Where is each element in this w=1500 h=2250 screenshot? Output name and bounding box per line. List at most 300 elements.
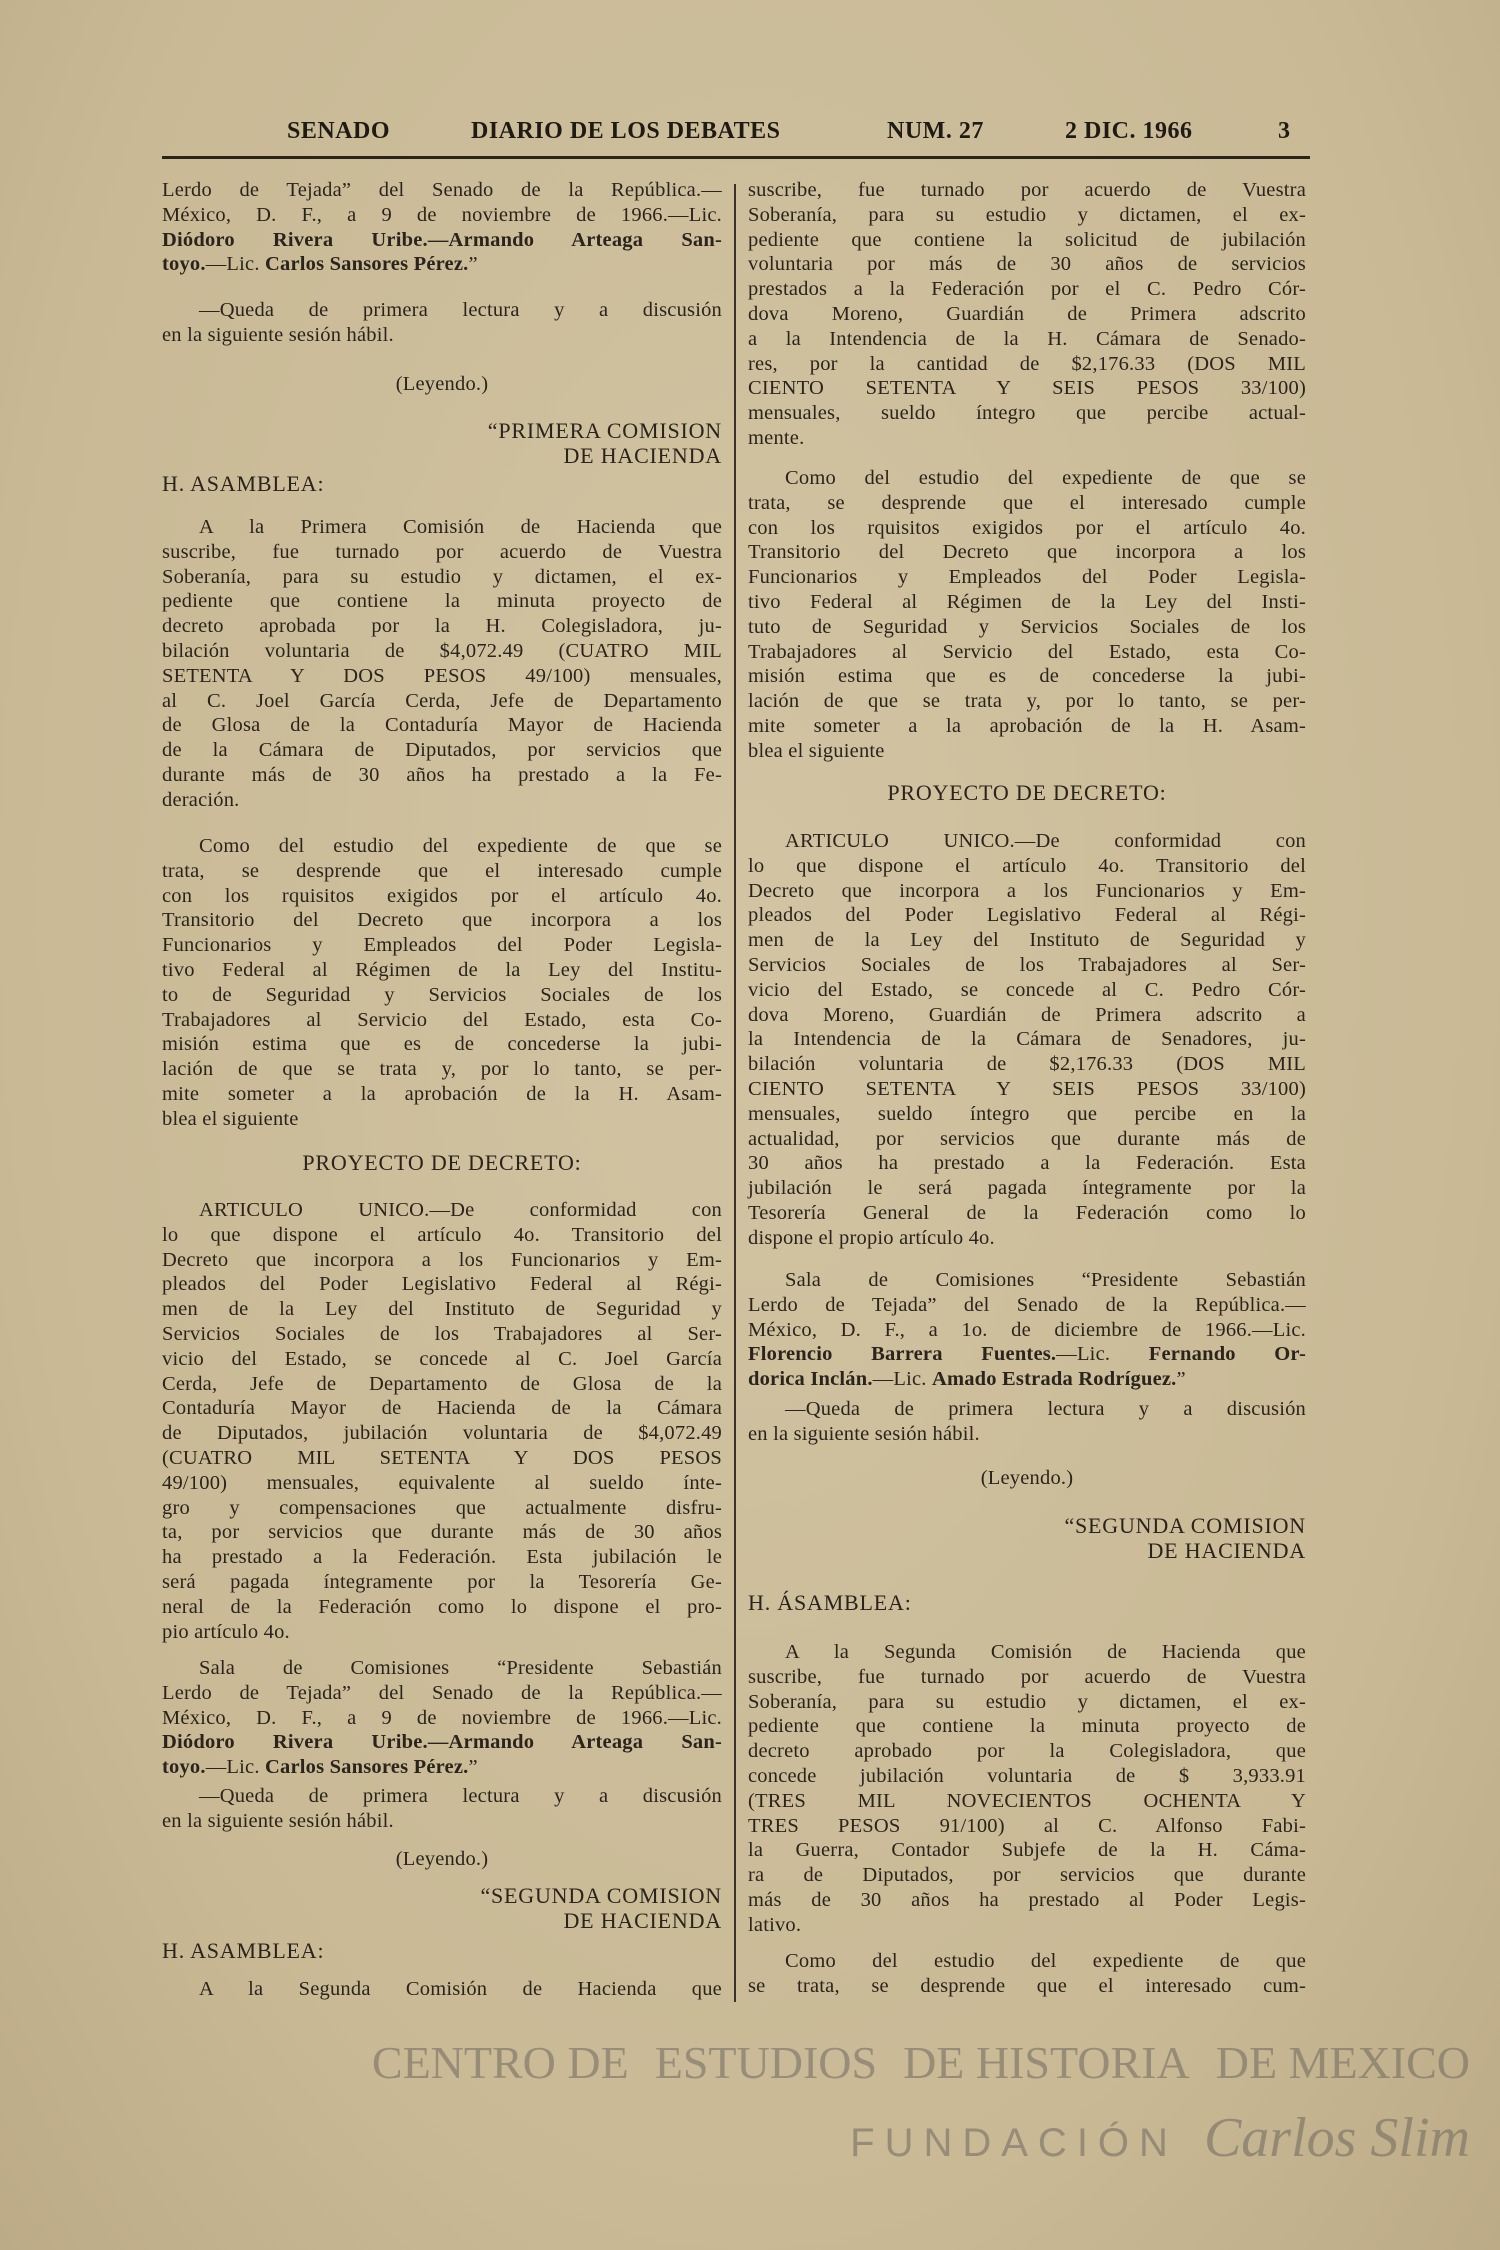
text-segment: México, D. F., a 1o. de diciembre de 1966.—Lic.: [748, 1318, 1306, 1341]
text-line: [748, 1151, 1306, 1176]
bold-name: Florencio Barrera Fuentes.: [748, 1343, 1057, 1366]
text-line: [162, 444, 722, 469]
watermark-line: ESTUDIOS: [654, 2037, 878, 2088]
text-segment: A la Segunda Comisión de Hacienda que: [199, 1978, 722, 2000]
bold-name: Diódoro Rivera Uribe.—Armando Arteaga San-: [162, 1731, 722, 1754]
text-segment: con los rquisitos exigidos por el artículo 4o.: [748, 516, 1306, 539]
text-line: [162, 1939, 722, 1964]
header-number: NUM. 27: [887, 118, 984, 144]
text-segment: dova Moreno, Guardián de Primera adscrito: [748, 302, 1306, 325]
text-segment: actualidad, por servicios que durante más de: [748, 1127, 1306, 1150]
text-line: [162, 1372, 722, 1397]
text-line: [162, 540, 722, 565]
reading-note: [162, 372, 722, 397]
bold-name: Amado Estrada Rodríguez.: [931, 1368, 1177, 1391]
text-segment: la Intendencia de la Cámara de Senadores, ju-: [748, 1028, 1306, 1051]
text-segment: Tesorería General de la Federación como lo: [748, 1201, 1306, 1224]
text-segment: vicio del Estado, se concede al C. Joel García: [162, 1347, 722, 1370]
text-line: [748, 879, 1306, 904]
text-segment: lo que dispone el artículo 4o. Transitorio del: [748, 854, 1306, 877]
text-segment: lativo.: [748, 1913, 802, 1936]
text-segment: Servicios Sociales de los Trabajadores al Ser-: [748, 953, 1306, 976]
text-segment: SETENTA Y DOS PESOS 49/100) mensuales,: [162, 664, 722, 687]
text-line: [748, 1201, 1306, 1226]
text-line: [748, 1052, 1306, 1077]
text-segment: res, por la cantidad de $2,176.33 (DOS MIL: [748, 352, 1306, 375]
text-line: [162, 1520, 722, 1545]
paragraph: [748, 1640, 1306, 1938]
text-segment: misión estima que es de concederse la jubi-: [748, 665, 1306, 688]
text-segment: lación de que se trata y, por lo tanto, se per-: [748, 690, 1306, 713]
text-line: [748, 1422, 1306, 1447]
text-line: [748, 1514, 1306, 1539]
text-segment: voluntaria por más de 30 años de servicios: [748, 253, 1306, 276]
text-line: [162, 639, 722, 664]
text-segment: bilación voluntaria de $2,176.33 (DOS MIL: [748, 1053, 1306, 1076]
text-line: [748, 739, 1306, 764]
text-line: [748, 1268, 1306, 1293]
text-segment: Transitorio del Decreto que incorpora a los: [748, 541, 1306, 564]
text-line: [748, 1949, 1306, 1974]
text-line: [162, 589, 722, 614]
paragraph: [748, 178, 1306, 451]
text-segment: PROYECTO DE DECRETO:: [887, 780, 1167, 805]
text-line: [748, 854, 1306, 879]
text-line: [162, 419, 722, 444]
text-line: [748, 1714, 1306, 1739]
text-line: [162, 1198, 722, 1223]
text-segment: (Leyendo.): [395, 373, 489, 395]
text-line: [748, 978, 1306, 1003]
text-line: [162, 884, 722, 909]
text-line: [162, 1681, 722, 1706]
text-line: [748, 1974, 1306, 1999]
paragraph: [748, 466, 1306, 764]
reading-note: [162, 1847, 722, 1872]
text-segment: A la Segunda Comisión de Hacienda que: [785, 1641, 1306, 1663]
text-line: [748, 1293, 1306, 1318]
text-segment: tivo Federal al Régimen de la Ley del Institu-: [162, 958, 722, 981]
text-segment: bilación voluntaria de $4,072.49 (CUATRO MIL: [162, 639, 722, 662]
text-segment: CIENTO SETENTA Y SEIS PESOS 33/100): [748, 377, 1306, 400]
text-segment: de la Cámara de Diputados, por servicios que: [162, 739, 722, 762]
bold-name: toyo.: [162, 1756, 206, 1779]
text-line: [162, 252, 722, 277]
text-line: [748, 203, 1306, 228]
text-line: [748, 426, 1306, 451]
text-segment: Lerdo de Tejada” del Senado de la República.—: [162, 1681, 722, 1704]
text-segment: mensuales, sueldo íntegro que percibe actual-: [748, 402, 1306, 425]
text-segment: a la Intendencia de la H. Cámara de Senado-: [748, 327, 1306, 350]
text-segment: al C. Joel García Cerda, Jefe de Departamento: [162, 689, 722, 712]
text-segment: H. ÁSAMBLEA:: [748, 1590, 912, 1615]
text-line: [748, 1318, 1306, 1343]
text-segment: México, D. F., a 9 de noviembre de 1966.—Lic.: [162, 203, 722, 226]
text-segment: la Guerra, Contador Subjefe de la H. Cáma-: [748, 1839, 1306, 1862]
text-segment: (CUATRO MIL SETENTA Y DOS PESOS: [162, 1446, 722, 1469]
text-segment: pediente que contiene la minuta proyecto de: [162, 590, 722, 613]
text-line: [748, 1814, 1306, 1839]
text-segment: blea el siguiente: [748, 739, 885, 762]
text-segment: Trabajadores al Servicio del Estado, esta Co-: [748, 640, 1306, 663]
text-segment: mensuales, sueldo íntegro que percibe en la: [748, 1102, 1306, 1125]
text-line: [162, 859, 722, 884]
text-segment: suscribe, fue turnado por acuerdo de Vuestra: [162, 540, 722, 563]
text-line: [162, 1706, 722, 1731]
text-line: [748, 1838, 1306, 1863]
text-line: [748, 829, 1306, 854]
text-segment: lo que dispone el artículo 4o. Transitorio del: [162, 1223, 722, 1246]
text-segment: Soberanía, para su estudio y dictamen, el ex-: [748, 203, 1306, 226]
text-segment: trata, se desprende que el interesado cumple: [748, 491, 1306, 514]
commission-heading: [748, 1514, 1306, 1564]
text-line: [162, 1151, 722, 1176]
text-line: [748, 1176, 1306, 1201]
text-line: [748, 1665, 1306, 1690]
paragraph: [162, 834, 722, 1132]
text-line: [748, 689, 1306, 714]
text-line: [162, 1545, 722, 1570]
text-line: [748, 903, 1306, 928]
text-segment: pio artículo 4o.: [162, 1620, 290, 1643]
text-segment: TRES PESOS 91/100) al C. Alfonso Fabi-: [748, 1814, 1306, 1837]
text-segment: 49/100) mensuales, equivalente al sueldo ínte-: [162, 1471, 722, 1494]
text-line: [748, 928, 1306, 953]
text-segment: Servicios Sociales de los Trabajadores al Ser-: [162, 1322, 722, 1345]
text-line: [748, 1226, 1306, 1251]
text-segment: suscribe, fue turnado por acuerdo de Vuestra: [748, 1665, 1306, 1688]
text-segment: —Lic.: [1056, 1343, 1149, 1366]
text-line: [748, 1003, 1306, 1028]
text-segment: lación de que se trata y, por lo tanto, se per-: [162, 1058, 722, 1081]
text-segment: men de la Ley del Instituto de Seguridad y: [748, 929, 1306, 952]
column-divider: [734, 184, 736, 2002]
text-segment: —Queda de primera lectura y a discusión: [199, 1785, 722, 1807]
text-segment: ha prestado a la Federación. Esta jubilación le: [162, 1546, 722, 1569]
bold-name: toyo.: [162, 253, 206, 276]
text-segment: H. ASAMBLEA:: [162, 471, 325, 496]
text-segment: Lerdo de Tejada” del Senado de la República.—: [748, 1293, 1306, 1316]
text-line: [162, 1347, 722, 1372]
text-segment: “SEGUNDA COMISION: [1064, 1513, 1306, 1538]
text-line: [162, 1847, 722, 1872]
bold-name: Carlos Sansores Pérez.: [264, 253, 469, 276]
commission-heading: [162, 419, 722, 469]
text-line: [748, 1640, 1306, 1665]
text-segment: Sala de Comisiones “Presidente Sebastián: [785, 1269, 1306, 1291]
text-line: [162, 689, 722, 714]
header-publication: DIARIO DE LOS DEBATES: [471, 118, 781, 144]
article-paragraph: [162, 1198, 722, 1644]
paragraph: [748, 1949, 1306, 1999]
text-segment: ”: [468, 253, 478, 276]
text-segment: Transitorio del Decreto que incorpora a los: [162, 909, 722, 932]
text-line: [162, 1297, 722, 1322]
text-line: [162, 1471, 722, 1496]
text-segment: ta, por servicios que durante más de 30 años: [162, 1521, 722, 1544]
text-line: [162, 1909, 722, 1934]
text-line: [162, 1223, 722, 1248]
text-line: [162, 1322, 722, 1347]
text-segment: tivo Federal al Régimen de la Ley del Insti-: [748, 590, 1306, 613]
text-line: [748, 327, 1306, 352]
text-segment: —Queda de primera lectura y a discusión: [199, 299, 722, 321]
text-line: [162, 1248, 722, 1273]
text-line: [748, 302, 1306, 327]
text-segment: pleados del Poder Legislativo Federal al Régi-: [162, 1273, 722, 1296]
text-line: [748, 1397, 1306, 1422]
text-line: [748, 1739, 1306, 1764]
text-line: [162, 1620, 722, 1645]
text-segment: Funcionarios y Empleados del Poder Legisla-: [748, 566, 1306, 589]
text-segment: en la siguiente sesión hábil.: [162, 323, 394, 346]
text-line: [162, 763, 722, 788]
paragraph-signatures: [162, 178, 722, 277]
text-line: [748, 640, 1306, 665]
header-rule: [162, 156, 1310, 159]
text-segment: Como del estudio del expediente de que: [785, 1950, 1306, 1972]
text-line: [748, 781, 1306, 806]
text-line: [162, 472, 722, 497]
text-segment: tuto de Seguridad y Servicios Sociales de los: [748, 615, 1306, 638]
text-line: [748, 1764, 1306, 1789]
paragraph-reading-note: [162, 1784, 722, 1834]
watermark-row: [372, 2035, 1470, 2091]
text-segment: misión estima que es de concederse la jubi-: [162, 1033, 722, 1056]
text-line: [162, 1595, 722, 1620]
text-line: [748, 516, 1306, 541]
text-line: [162, 228, 722, 253]
text-line: [162, 1107, 722, 1132]
header-date: 2 DIC. 1966: [1065, 118, 1193, 144]
watermark-signature: Carlos Slim: [1203, 2107, 1470, 2169]
text-segment: decreto aprobada por la H. Colegisladora, ju-: [162, 615, 722, 638]
text-segment: Como del estudio del expediente de que se: [199, 835, 722, 857]
section-heading: [162, 1151, 722, 1176]
text-line: [748, 277, 1306, 302]
text-segment: decreto aprobado por la Colegisladora, que: [748, 1740, 1306, 1763]
bold-name: Carlos Sansores Pérez.: [264, 1756, 469, 1779]
text-line: [162, 1446, 722, 1471]
text-line: [748, 1863, 1306, 1888]
text-segment: Soberanía, para su estudio y dictamen, el ex-: [748, 1690, 1306, 1713]
text-line: [162, 1730, 722, 1755]
text-segment: ra de Diputados, por servicios que durante: [748, 1864, 1306, 1887]
text-line: [748, 1789, 1306, 1814]
text-line: [162, 298, 722, 323]
text-segment: se trata, se desprende que el interesado cum-: [748, 1974, 1306, 1997]
text-line: [748, 178, 1306, 203]
text-segment: DE HACIENDA: [563, 1907, 722, 1933]
text-segment: Decreto que incorpora a los Funcionarios y Em-: [162, 1248, 722, 1271]
paragraph-signatures: [162, 1656, 722, 1780]
text-line: [162, 933, 722, 958]
watermark-row: [850, 2107, 1470, 2171]
text-segment: dova Moreno, Guardián de Primera adscrito a: [748, 1003, 1306, 1026]
text-segment: México, D. F., a 9 de noviembre de 1966.—Lic.: [162, 1706, 722, 1729]
text-segment: 30 años ha prestado a la Federación. Esta: [748, 1152, 1306, 1175]
text-line: [748, 590, 1306, 615]
text-segment: (TRES MIL NOVECIENTOS OCHENTA Y: [748, 1789, 1306, 1812]
text-line: [748, 1539, 1306, 1564]
text-segment: (Leyendo.): [980, 1467, 1074, 1489]
text-line: [748, 401, 1306, 426]
text-line: [162, 1496, 722, 1521]
text-line: [748, 664, 1306, 689]
text-line: [162, 1755, 722, 1780]
text-line: [748, 376, 1306, 401]
text-line: [162, 1008, 722, 1033]
text-segment: A la Primera Comisión de Hacienda que: [199, 516, 722, 538]
text-segment: trata, se desprende que el interesado cumple: [162, 859, 722, 882]
text-line: [748, 1888, 1306, 1913]
text-line: [162, 1570, 722, 1595]
text-segment: mite someter a la aprobación de la H. Asam-: [748, 714, 1306, 737]
text-line: [162, 178, 722, 203]
paragraph-reading-note: [162, 298, 722, 348]
text-line: [748, 1690, 1306, 1715]
text-segment: ”: [468, 1756, 478, 1779]
text-segment: Lerdo de Tejada” del Senado de la República.—: [162, 179, 722, 201]
reading-note: [748, 1466, 1306, 1491]
paragraph: [162, 1977, 722, 2002]
text-segment: deración.: [162, 788, 240, 811]
text-line: [748, 1027, 1306, 1052]
text-segment: Sala de Comisiones “Presidente Sebastián: [199, 1657, 722, 1679]
bold-name: Fernando Or-: [1148, 1343, 1306, 1366]
text-segment: PROYECTO DE DECRETO:: [302, 1150, 582, 1175]
text-line: [748, 1342, 1306, 1367]
text-segment: durante más de 30 años ha prestado a la Fe-: [162, 763, 722, 786]
header-section: SENADO: [287, 118, 391, 144]
text-segment: será pagada íntegramente por la Tesorería Ge-: [162, 1570, 722, 1593]
text-segment: pediente que contiene la solicitud de jubilación: [748, 228, 1306, 251]
text-line: [748, 252, 1306, 277]
text-segment: mite someter a la aprobación de la H. Asam-: [162, 1082, 722, 1105]
text-line: [748, 491, 1306, 516]
paragraph: [162, 515, 722, 813]
text-line: [162, 958, 722, 983]
text-line: [748, 1127, 1306, 1152]
text-line: [162, 908, 722, 933]
text-segment: Decreto que incorpora a los Funcionarios y Em-: [748, 879, 1306, 902]
text-line: [162, 983, 722, 1008]
text-segment: —Lic.: [872, 1368, 932, 1391]
text-segment: H. ASAMBLEA:: [162, 1938, 325, 1963]
text-segment: ARTICULO UNICO.—De conformidad con: [199, 1199, 722, 1221]
text-segment: —Queda de primera lectura y a discusión: [785, 1398, 1306, 1420]
text-line: [748, 540, 1306, 565]
text-line: [162, 1421, 722, 1446]
text-segment: Cerda, Jefe de Departamento de Glosa de la: [162, 1372, 722, 1395]
text-segment: pleados del Poder Legislativo Federal al Régi-: [748, 904, 1306, 927]
text-line: [162, 713, 722, 738]
watermark-line: DE MEXICO: [1215, 2037, 1470, 2088]
text-line: [162, 614, 722, 639]
text-line: [162, 565, 722, 590]
text-segment: ARTICULO UNICO.—De conformidad con: [785, 830, 1306, 852]
text-line: [162, 1784, 722, 1809]
text-segment: Trabajadores al Servicio del Estado, esta Co-: [162, 1008, 722, 1031]
salutation: [162, 1939, 722, 1964]
text-line: [162, 323, 722, 348]
text-line: [748, 615, 1306, 640]
paragraph-signatures: [748, 1268, 1306, 1392]
text-line: [162, 664, 722, 689]
text-line: [748, 714, 1306, 739]
text-line: [748, 1077, 1306, 1102]
text-line: [162, 515, 722, 540]
text-segment: Funcionarios y Empleados del Poder Legisla-: [162, 934, 722, 957]
text-segment: —Lic.: [205, 1756, 265, 1779]
watermark-line: DE HISTORIA: [903, 2037, 1190, 2088]
text-segment: suscribe, fue turnado por acuerdo de Vuestra: [748, 179, 1306, 201]
text-line: [748, 1466, 1306, 1491]
text-segment: con los rquisitos exigidos por el artículo 4o.: [162, 884, 722, 907]
text-line: [748, 1102, 1306, 1127]
bold-name: dorica Inclán.: [748, 1368, 873, 1391]
commission-heading: [162, 1884, 722, 1934]
text-line: [162, 203, 722, 228]
text-segment: de Diputados, jubilación voluntaria de $4,072.49: [162, 1422, 722, 1445]
section-heading: [748, 781, 1306, 806]
text-line: [162, 372, 722, 397]
text-segment: jubilación le será pagada íntegramente por la: [748, 1177, 1306, 1200]
text-line: [162, 738, 722, 763]
text-line: [162, 1032, 722, 1057]
text-line: [748, 228, 1306, 253]
text-segment: blea el siguiente: [162, 1107, 299, 1130]
text-line: [748, 1591, 1306, 1616]
text-segment: en la siguiente sesión hábil.: [162, 1809, 394, 1832]
text-segment: CIENTO SETENTA Y SEIS PESOS 33/100): [748, 1077, 1306, 1100]
watermark-line: CENTRO DE: [371, 2037, 629, 2088]
text-segment: más de 30 años ha prestado al Poder Legis-: [748, 1888, 1306, 1911]
text-segment: Contaduría Mayor de Hacienda de la Cámara: [162, 1397, 722, 1420]
text-segment: neral de la Federación como lo dispone el pro-: [162, 1595, 722, 1618]
text-segment: gro y compensaciones que actualmente disfru-: [162, 1496, 722, 1519]
text-segment: DE HACIENDA: [1147, 1537, 1306, 1563]
text-segment: de Glosa de la Contaduría Mayor de Hacienda: [162, 714, 722, 737]
text-segment: men de la Ley del Instituto de Seguridad y: [162, 1298, 722, 1321]
text-segment: “PRIMERA COMISION: [487, 418, 722, 443]
text-line: [162, 788, 722, 813]
text-segment: —Lic.: [205, 253, 265, 276]
text-line: [162, 1057, 722, 1082]
text-line: [162, 1809, 722, 1834]
text-line: [748, 352, 1306, 377]
bold-name: Diódoro Rivera Uribe.—Armando Arteaga San-: [162, 228, 722, 251]
text-line: [748, 565, 1306, 590]
text-segment: mente.: [748, 426, 805, 449]
text-segment: Como del estudio del expediente de que se: [785, 467, 1306, 489]
text-segment: to de Seguridad y Servicios Sociales de los: [162, 983, 722, 1006]
watermark-line: FUNDACIÓN: [850, 2121, 1178, 2165]
text-segment: DE HACIENDA: [563, 442, 722, 468]
text-line: [162, 1977, 722, 2002]
salutation: [748, 1591, 1306, 1616]
text-segment: “SEGUNDA COMISION: [480, 1883, 722, 1908]
salutation: [162, 472, 722, 497]
text-line: [162, 1082, 722, 1107]
text-segment: vicio del Estado, se concede al C. Pedro Cór-: [748, 978, 1306, 1001]
paragraph-reading-note: [748, 1397, 1306, 1447]
text-line: [748, 1367, 1306, 1392]
text-segment: dispone el propio artículo 4o.: [748, 1226, 995, 1249]
text-line: [162, 1884, 722, 1909]
text-segment: prestados a la Federación por el C. Pedro Cór-: [748, 278, 1306, 301]
header-page-number: 3: [1278, 118, 1291, 144]
